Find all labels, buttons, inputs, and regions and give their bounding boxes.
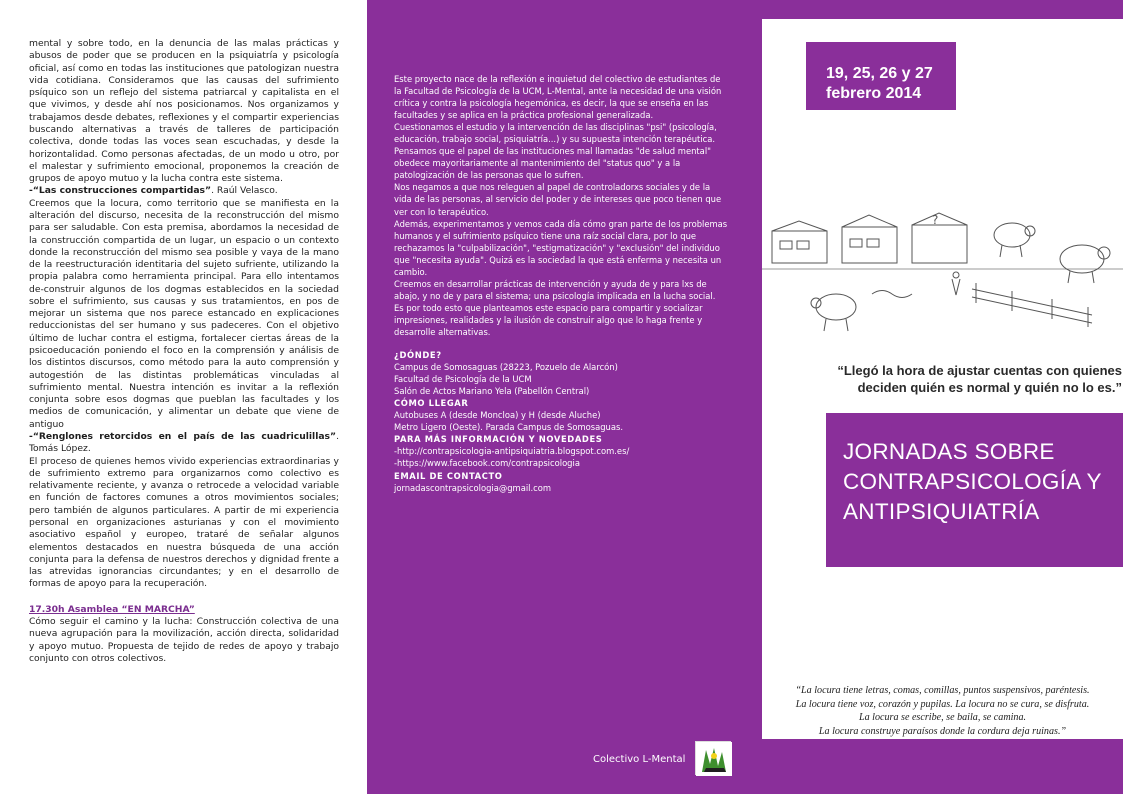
left-paragraph-5: El proceso de quienes hemos vivido experiencias extraordinarias y de sufrimiento extremo para organizarnos como colectivo es relativamente reciente, y avanza o retrocede a velocidad variable en función de factores comunes a otros movimientos sociales; pero también de algunos particulares. A partir de mi experiencia personal en organizaciones asturianas y con el movimiento asociativo español y europeo, trataré de señalar algunos elementos destacados en nuestra búsqueda de una acción conjunta para la defensa de nuestros derechos y dignidad frente a las atrevidas ignorancias circundantes; y en el desarrollo de formas de apoyo para la recuperación.	[29, 455, 339, 590]
poem-line: La locura se escribe, se baila, se camina.	[858, 712, 1027, 724]
date-line: febrero 2014	[826, 85, 922, 102]
talk-author: . Raúl Velasco.	[211, 185, 278, 197]
donde-line: Facultad de Psicología de la UCM	[394, 374, 532, 385]
poem-line: La locura construye paraísos donde la cordura deja ruinas.”	[818, 725, 1067, 737]
collective-name: Colectivo L-Mental	[593, 754, 686, 765]
talk-raul-velasco	[29, 185, 339, 197]
left-paragraph-3: Creemos que la locura, como territorio que se manifiesta en la alteración del discurso, necesita de la reconstrucción del mismo para ser saludable. Con esta premisa, abordamos la necesidad de la construcción compartida de un lugar, un espacio o un contexto donde la reconstrucción del mismo sea posible y vaya de la mano de la reestructuración identitaria del sujeto sufriente, utilizando la propia palabra como herramienta principal. Para ello intentamos de-construir algunos de los dogmas establecidos en la sociedad sobre el sufrimiento, sus causas y sus tratamientos, en pos de mejorar un sistema que nos parece estancado en explicaciones reduccionistas del ser humano y sus padeceres. Con el objetivo último de luchar contra el estigma, fortalecer ciertas áreas de la psicoeducación poniendo el foco en la comprensión y análisis de los distintos discursos, como método para la auto comprensión y autogestión de las distintas problemáticas vinculadas al sufrimiento mental. Nuestra intención es invitar a la reflexión conjunta sobre esos dogmas que pueblan las facultades y los medios de comunicación, y alimentar un debate que viene de antiguo	[29, 197, 339, 430]
middle-paragraph-3: Pensamos que el papel de las instituciones mal llamadas "de salud mental" obedece mayoritariamente al mantenimiento del "status quo" y a la patologización de las personas que lo sufren.	[394, 146, 711, 181]
date-box	[806, 42, 956, 110]
l-mental-logo-icon-svg	[696, 742, 732, 776]
asamblea-heading: 17.30h Asamblea “EN MARCHA”	[29, 603, 195, 615]
left-text	[29, 38, 339, 665]
event-title-line: JORNADAS SOBRE	[843, 439, 1055, 464]
pastures-illustration	[762, 199, 1123, 349]
middle-paragraph-5: Además, experimentamos y vemos cada día cómo gran parte de los problemas humanos y el sufrimiento psíquico tiene una raíz social clara, por lo que rechazamos la "culpabilización", "estigmatización" y "exclusión" del individuo que "necesita ayuda". Quizá es la sociedad la que está enferma y necesita un cambio.	[394, 218, 728, 277]
quote-line: deciden quién es normal y quién no lo es.”	[857, 380, 1122, 395]
email-heading: EMAIL DE CONTACTO	[394, 470, 503, 481]
date-line: 19, 25, 26 y 27	[826, 65, 933, 82]
quote-line: “Llegó la hora de ajustar cuentas con quienes	[837, 363, 1122, 378]
cover-card	[762, 19, 1123, 739]
facebook-link[interactable]: -https://www.facebook.com/contrapsicologia	[394, 458, 580, 469]
left-paragraph-1: mental y sobre todo, en la denuncia de las malas prácticas y abusos de poder que se producen en la psiquiatría y psicología oficial, así como en todas las instituciones que patologizan nuestra vida cotidiana. Consideramos que las causas del sufrimiento psíquico son un reflejo del sistema patriarcal y capitalista en el que vivimos, y desde ahí nos posicionamos. Nos organizamos y trabajamos desde debates, reflexiones y el compartir experiencias buscando alternativas a través de talleres de participación colectiva, donde todas las voces sean escuchadas, y desde la horizontalidad. Como personas afectadas, de un modo u otro, por el malestar y sufrimiento emocional, proponemos la creación de grupos de apoyo mutuo y la lucha contra este sistema.	[29, 38, 339, 185]
middle-paragraph-2: Cuestionamos el estudio y la intervención de las disciplinas "psi" (psicología, educación, trabajo social, psiquiatría...) y su supuesta intención terapéutica.	[394, 122, 717, 145]
middle-paragraph-4: Nos negamos a que nos releguen al papel de controladorxs sociales y de la vida de las personas, al servicio del poder y de intereses que poco tienen que ver con lo terapéutico.	[394, 182, 722, 217]
poem-line: “La locura tiene letras, comas, comillas, puntos suspensivos, paréntesis.	[795, 685, 1090, 696]
talk-author: . Tomás López.	[29, 431, 339, 455]
event-title-line: CONTRAPSICOLOGÍA Y	[843, 469, 1102, 494]
left-panel	[0, 0, 367, 794]
talk-tomas-lopez	[29, 431, 339, 456]
talk-title: -“Renglones retorcidos en el país de las cuadriculillas”	[29, 431, 337, 442]
middle-paragraph-6: Creemos en desarrollar prácticas de intervención y ayuda de y para lxs de abajo, y no de y para el sistema; una psicología implicada en la lucha social.	[394, 278, 716, 301]
middle-text	[394, 73, 730, 494]
email-link[interactable]: jornadascontrapsicologia@gmail.com	[394, 482, 552, 493]
right-panel	[752, 0, 1123, 794]
donde-line: Campus de Somosaguas (28223, Pozuelo de Alarcón)	[394, 362, 618, 373]
talk-title: -“Las construcciones compartidas”	[29, 185, 212, 197]
blog-link[interactable]: -http://contrapsicologia-antipsiquiatria.blogspot.com.es/	[394, 446, 630, 457]
l-mental-logo-icon	[695, 741, 731, 775]
poem-line: La locura tiene voz, corazón y pupilas. La locura no se cura, se disfruta.	[795, 698, 1090, 710]
left-paragraph-6: Cómo seguir el camino y la lucha: Construcción colectiva de una nueva agrupación para la movilización, acción directa, solidaridad y apoyo mutuo. Propuesta de tejido de redes de apoyo y trabajo conjunto con otros colectivos.	[29, 615, 339, 664]
middle-paragraph-7: Es por todo esto que planteamos este espacio para compartir y socializar impresiones, realidades y la ilusión de construir algo que lo haga frente y desarrolle alternativas.	[394, 302, 703, 337]
info-heading: PARA MÁS INFORMACIÓN Y NOVEDADES	[394, 434, 603, 445]
como-llegar-line: Autobuses A (desde Moncloa) y H (desde Aluche)	[394, 410, 601, 421]
donde-heading: ¿DÓNDE?	[394, 350, 442, 361]
event-title-line: ANTIPSIQUIATRÍA	[843, 499, 1040, 524]
quote	[792, 362, 1122, 396]
como-llegar-heading: CÓMO LLEGAR	[394, 398, 469, 409]
middle-panel	[367, 0, 752, 794]
poem	[772, 684, 1113, 738]
event-title-box	[826, 413, 1123, 567]
middle-paragraph-1: Este proyecto nace de la reflexión e inquietud del colectivo de estudiantes de la Facultad de Psicología de la UCM, L-Mental, ante la necesidad de una visión crítica y contra la psicología hegemónica, es decir, la que se enseña en las facultades y se aplica en la práctica profesional generalizada.	[394, 74, 722, 121]
donde-line: Salón de Actos Mariano Yela (Pabellón Central)	[394, 386, 590, 397]
como-llegar-line: Metro Ligero (Oeste). Parada Campus de Somosaguas.	[394, 422, 624, 433]
svg-text:?: ?	[932, 213, 939, 227]
